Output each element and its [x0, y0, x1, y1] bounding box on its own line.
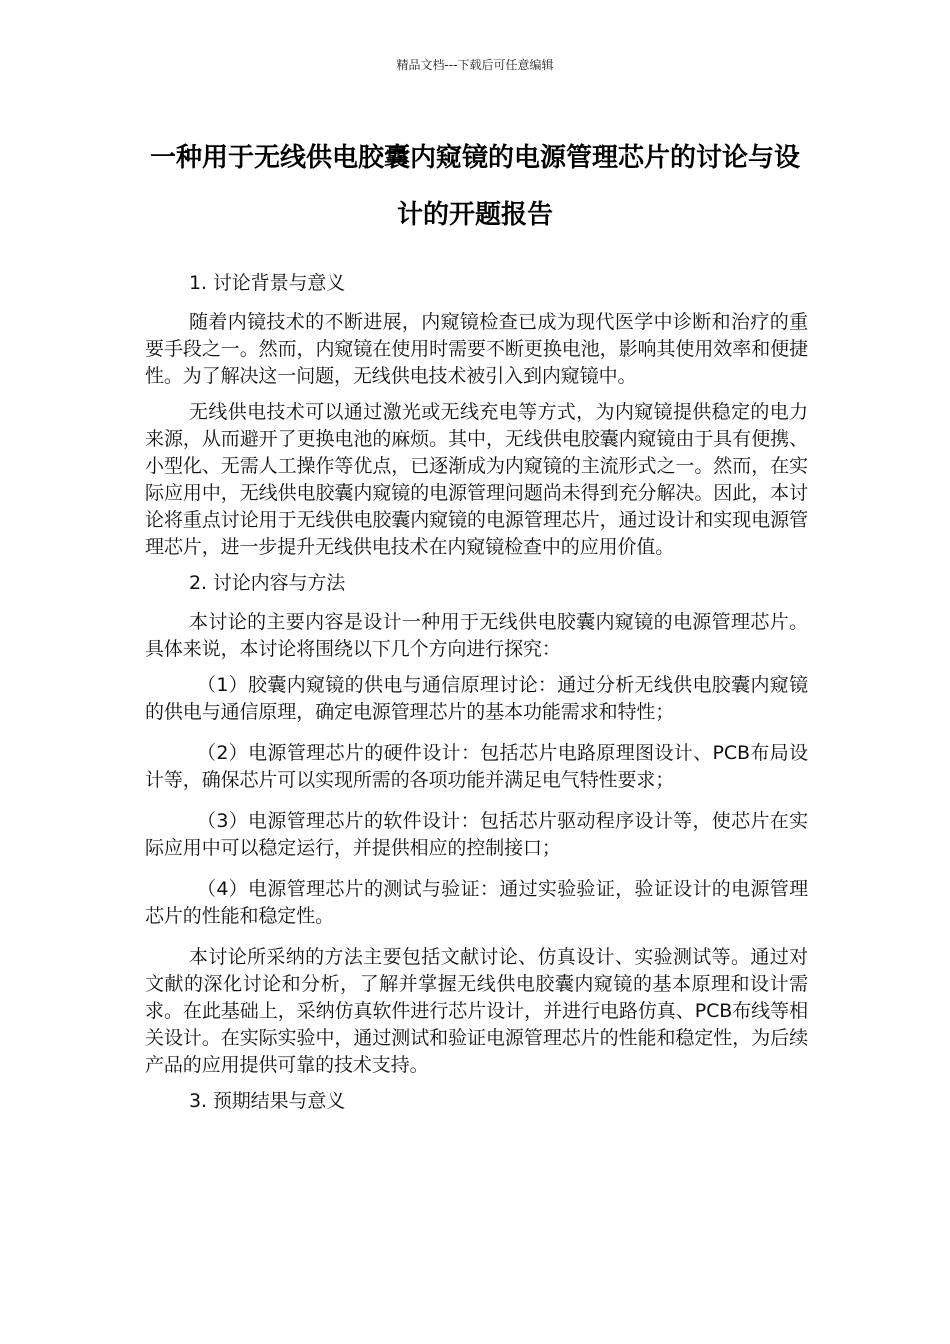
section-2-heading: 2. 讨论内容与方法: [189, 572, 346, 594]
section-2-intro: 本讨论的主要内容是设计一种用于无线供电胶囊内窥镜的电源管理芯片。具体来说，本讨论将围绕以下几个方向进行探究：: [145, 611, 808, 660]
research-item-2: （2）电源管理芯片的硬件设计：包括芯片电路原理图设计、PCB布局设计等，确保芯片可以实现所需的各项功能并满足电气特性要求；: [145, 742, 808, 791]
document-title: 一种用于无线供电胶囊内窥镜的电源管理芯片的讨论与设计的开题报告: [149, 143, 800, 230]
section-1-paragraph-1: 随着内镜技术的不断进展，内窥镜检查已成为现代医学中诊断和治疗的重要手段之一。然而，内窥镜在使用时需要不断更换电池，影响其使用效率和便捷性。为了解决这一问题，无线供电技术被引入到内窥镜中。: [145, 311, 808, 387]
section-3-heading: 3. 预期结果与意义: [189, 1090, 346, 1112]
section-1-heading: 1. 讨论背景与意义: [189, 272, 346, 294]
research-item-4: （4）电源管理芯片的测试与验证：通过实验验证，验证设计的电源管理芯片的性能和稳定性。: [145, 878, 808, 927]
research-item-3: （3）电源管理芯片的软件设计：包括芯片驱动程序设计等，使芯片在实际应用中可以稳定运行，并提供相应的控制接口；: [145, 810, 808, 859]
section-2-method: 本讨论所采纳的方法主要包括文献讨论、仿真设计、实验测试等。通过对文献的深化讨论和分析，了解并掌握无线供电胶囊内窥镜的基本原理和设计需求。在此基础上，采纳仿真软件进行芯片设计，并进行电路仿真、PCB布线等相关设计。在实际实验中，通过测试和验证电源管理芯片的性能和稳定性，为后续产品的应用提供可靠的技术支持。: [145, 946, 808, 1076]
document-body: [145, 270, 808, 1127]
research-item-1: （1）胶囊内窥镜的供电与通信原理讨论：通过分析无线供电胶囊内窥镜的供电与通信原理，确定电源管理芯片的基本功能需求和特性；: [145, 674, 808, 723]
header-note: 精品文档---下载后可任意编辑: [396, 58, 554, 72]
section-1-paragraph-2: 无线供电技术可以通过激光或无线充电等方式，为内窥镜提供稳定的电力来源，从而避开了更换电池的麻烦。其中，无线供电胶囊内窥镜由于具有便携、小型化、无需人工操作等优点，已逐渐成为内窥镜的主流形式之一。然而，在实际应用中，无线供电胶囊内窥镜的电源管理问题尚未得到充分解决。因此，本讨论将重点讨论用于无线供电胶囊内窥镜的电源管理芯片，通过设计和实现电源管理芯片，进一步提升无线供电技术在内窥镜检查中的应用价值。: [145, 401, 808, 558]
